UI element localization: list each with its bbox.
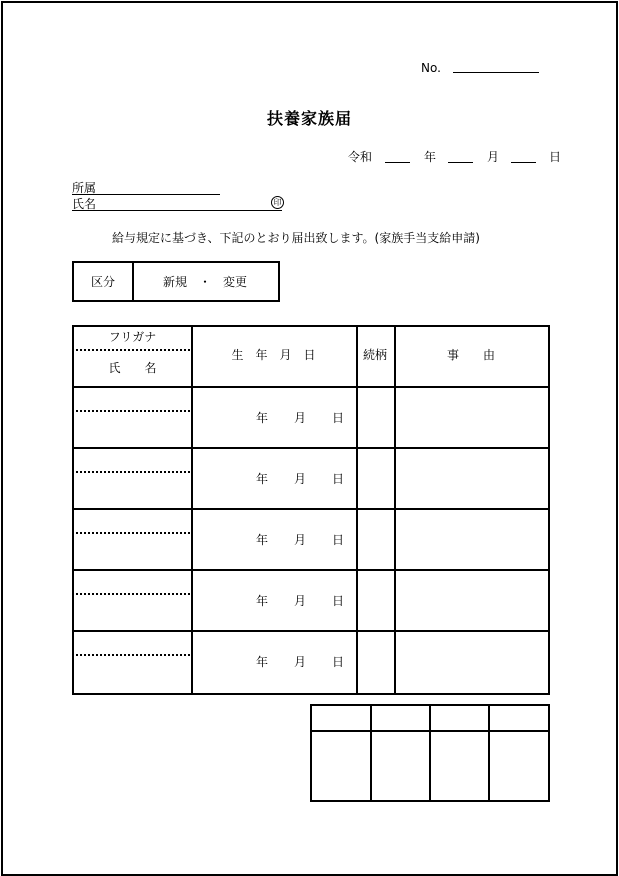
document-title: 扶養家族届 (266, 109, 352, 128)
date-month-field[interactable] (448, 162, 473, 163)
row-divider (74, 508, 548, 510)
row-divider (74, 386, 548, 388)
birth-year-label: 年 (256, 655, 269, 669)
date-day-field[interactable] (511, 162, 536, 163)
birth-year-label: 年 (256, 533, 269, 547)
date-day-label: 日 (549, 150, 562, 164)
stamp-header-divider (312, 730, 548, 732)
number-field[interactable] (453, 72, 539, 73)
birth-month-label: 月 (294, 411, 307, 425)
stamp-divider (429, 706, 431, 800)
birth-day-label: 日 (332, 594, 345, 608)
family-table (72, 325, 550, 695)
header-furigana: フリガナ (108, 330, 157, 344)
furigana-separator (76, 593, 190, 595)
birth-month-label: 月 (294, 472, 307, 486)
birth-month-label: 月 (294, 594, 307, 608)
birth-year-label: 年 (256, 594, 269, 608)
date-year-field[interactable] (385, 162, 410, 163)
birth-month-label: 月 (294, 655, 307, 669)
header-reason: 事 由 (446, 348, 495, 362)
name-field[interactable] (72, 210, 282, 211)
date-month-label: 月 (487, 150, 500, 164)
birth-day-label: 日 (332, 472, 345, 486)
row-divider (74, 447, 548, 449)
col-divider (356, 327, 358, 693)
header-relation: 続柄 (362, 348, 387, 362)
category-label: 区分 (91, 275, 116, 289)
category-options[interactable]: 新規 ・ 変更 (163, 275, 248, 289)
header-dotted-separator (76, 349, 190, 351)
affiliation-label: 所属 (72, 181, 97, 195)
col-divider (394, 327, 396, 693)
statement-text: 給与規定に基づき、下記のとおり届出致します。(家族手当支給申請) (112, 231, 480, 245)
birth-month-label: 月 (294, 533, 307, 547)
furigana-separator (76, 410, 190, 412)
furigana-separator (76, 532, 190, 534)
furigana-separator (76, 654, 190, 656)
affiliation-field[interactable] (72, 194, 220, 195)
seal-mark: 印 (271, 196, 284, 209)
birth-year-label: 年 (256, 472, 269, 486)
date-era: 令和 (348, 150, 373, 164)
stamp-divider (370, 706, 372, 800)
number-label: No. (421, 61, 441, 75)
col-divider (191, 327, 193, 693)
category-divider (132, 263, 134, 300)
header-birthdate: 生 年 月 日 (231, 348, 316, 362)
category-box (72, 261, 280, 302)
row-divider (74, 569, 548, 571)
birth-day-label: 日 (332, 533, 345, 547)
birth-year-label: 年 (256, 411, 269, 425)
row-divider (74, 630, 548, 632)
name-label: 氏名 (72, 197, 97, 211)
furigana-separator (76, 471, 190, 473)
stamp-divider (488, 706, 490, 800)
birth-day-label: 日 (332, 411, 345, 425)
header-name: 氏 名 (108, 361, 157, 375)
date-year-label: 年 (424, 150, 437, 164)
birth-day-label: 日 (332, 655, 345, 669)
approval-stamp-boxes (310, 704, 550, 802)
